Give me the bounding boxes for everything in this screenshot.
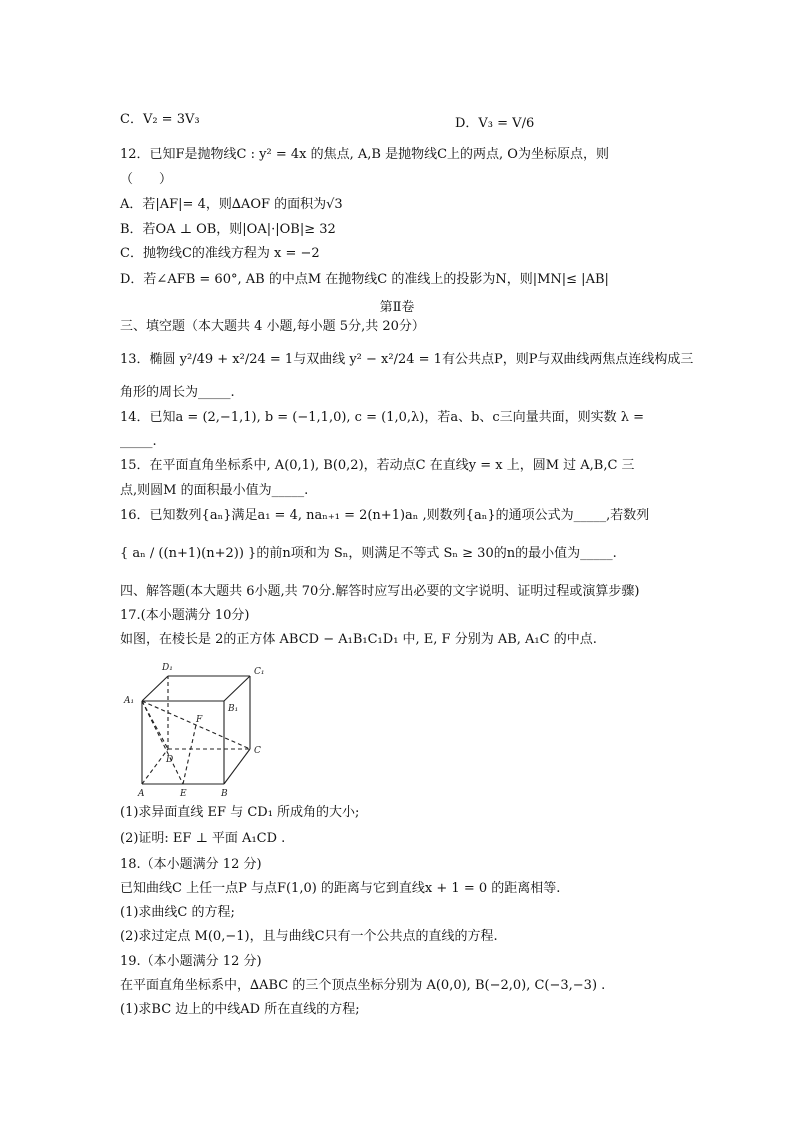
question-18-part-2: (2)求过定点 M(0,−1)，且与曲线C只有一个公共点的直线的方程. <box>120 929 498 944</box>
label-c: C <box>254 746 261 756</box>
question-12: 12．已知F是抛物线C : y² = 4x 的焦点, A,B 是抛物线C上的两点, O为坐标原点，则 <box>120 147 609 162</box>
question-15-cont: 点,则圆M 的面积最小值为_____. <box>120 483 309 498</box>
question-17-part-2: (2)证明: EF ⊥ 平面 A₁CD . <box>120 831 286 846</box>
label-b1: B₁ <box>228 704 239 714</box>
question-17-part-1: (1)求异面直线 EF 与 CD₁ 所成角的大小; <box>120 805 360 820</box>
question-14-cont: _____. <box>120 434 157 449</box>
edge-b1-c1 <box>224 676 250 701</box>
question-18: 已知曲线C 上任一点P 与点F(1,0) 的距离与它到直线x + 1 = 0 的距离相等. <box>120 881 561 896</box>
question-16-cont: { aₙ / ((n+1)(n+2)) }的前n项和为 Sₙ，则满足不等式 Sₙ ≥ 30的n的最小值为_____. <box>120 546 617 561</box>
question-16: 16．已知数列{aₙ}满足a₁ = 4, naₙ₊₁ = 2(n+1)aₙ ,则数列{aₙ}的通项公式为_____,若数列 <box>120 508 650 523</box>
edge-d1-a1 <box>142 676 168 701</box>
question-13: 13．椭圆 y²/49 + x²/24 = 1与双曲线 y² − x²/24 = 1有公共点P，则P与双曲线两焦点连线构成三 <box>120 352 694 367</box>
segment-a1-e <box>142 701 183 784</box>
question-14: 14．已知a = (2,−1,1), b = (−1,1,0), c = (1,0,λ)，若a、b、c三向量共面，则实数 λ = <box>120 410 645 425</box>
option-d: D．V₃ = V/6 <box>455 116 535 131</box>
question-19: 在平面直角坐标系中，∆ABC 的三个顶点坐标分别为 A(0,0), B(−2,0), C(−3,−3) . <box>120 978 606 993</box>
question-17: 如图，在棱长是 2的正方体 ABCD − A₁B₁C₁D₁ 中, E, F 分别为 AB, A₁C 的中点. <box>120 632 597 647</box>
label-f: F <box>196 715 203 725</box>
question-12-option-d: D．若∠AFB = 60°, AB 的中点M 在抛物线C 的准线上的投影为N，则|MN|≤ |AB| <box>120 272 609 287</box>
section-3-heading: 三、填空题（本大题共 4 小题,每小题 5分,共 20分） <box>120 319 425 334</box>
question-15: 15．在平面直角坐标系中, A(0,1), B(0,2)，若动点C 在直线y = x 上，圆M 过 A,B,C 三 <box>120 458 635 473</box>
label-a: A <box>138 789 145 798</box>
question-12-option-a: A．若|AF|= 4，则∆AOF 的面积为√3 <box>120 197 343 212</box>
label-d: D <box>166 755 174 765</box>
question-19-header: 19.（本小题满分 12 分) <box>120 954 262 969</box>
label-b: B <box>221 789 228 798</box>
cube-figure <box>118 656 278 798</box>
volume-title: 第Ⅱ卷 <box>379 300 415 315</box>
label-d1: D₁ <box>162 663 173 673</box>
segment-e-f <box>183 725 196 784</box>
label-e: E <box>180 789 187 798</box>
option-c: C．V₂ = 3V₃ <box>120 112 200 127</box>
question-12-option-b: B．若OA ⊥ OB，则|OA|·|OB|≥ 32 <box>120 222 336 237</box>
question-12-option-c: C．抛物线C的准线方程为 x = −2 <box>120 246 320 261</box>
label-c1: C₁ <box>254 667 265 677</box>
question-18-header: 18.（本小题满分 12 分) <box>120 857 262 872</box>
edge-b-c <box>224 749 250 784</box>
edge-a-d <box>142 749 168 784</box>
question-12-bracket: （ ） <box>120 172 173 187</box>
label-a1: A₁ <box>124 696 135 706</box>
question-19-part-1: (1)求BC 边上的中线AD 所在直线的方程; <box>120 1002 360 1017</box>
question-17-header: 17.(本小题满分 10分) <box>120 608 250 623</box>
section-4-heading: 四、解答题(本大题共 6小题,共 70分.解答时应写出必要的文字说明、证明过程或演算步骤) <box>120 584 640 599</box>
question-18-part-1: (1)求曲线C 的方程; <box>120 905 235 920</box>
question-13-cont: 角形的周长为_____. <box>120 385 235 400</box>
